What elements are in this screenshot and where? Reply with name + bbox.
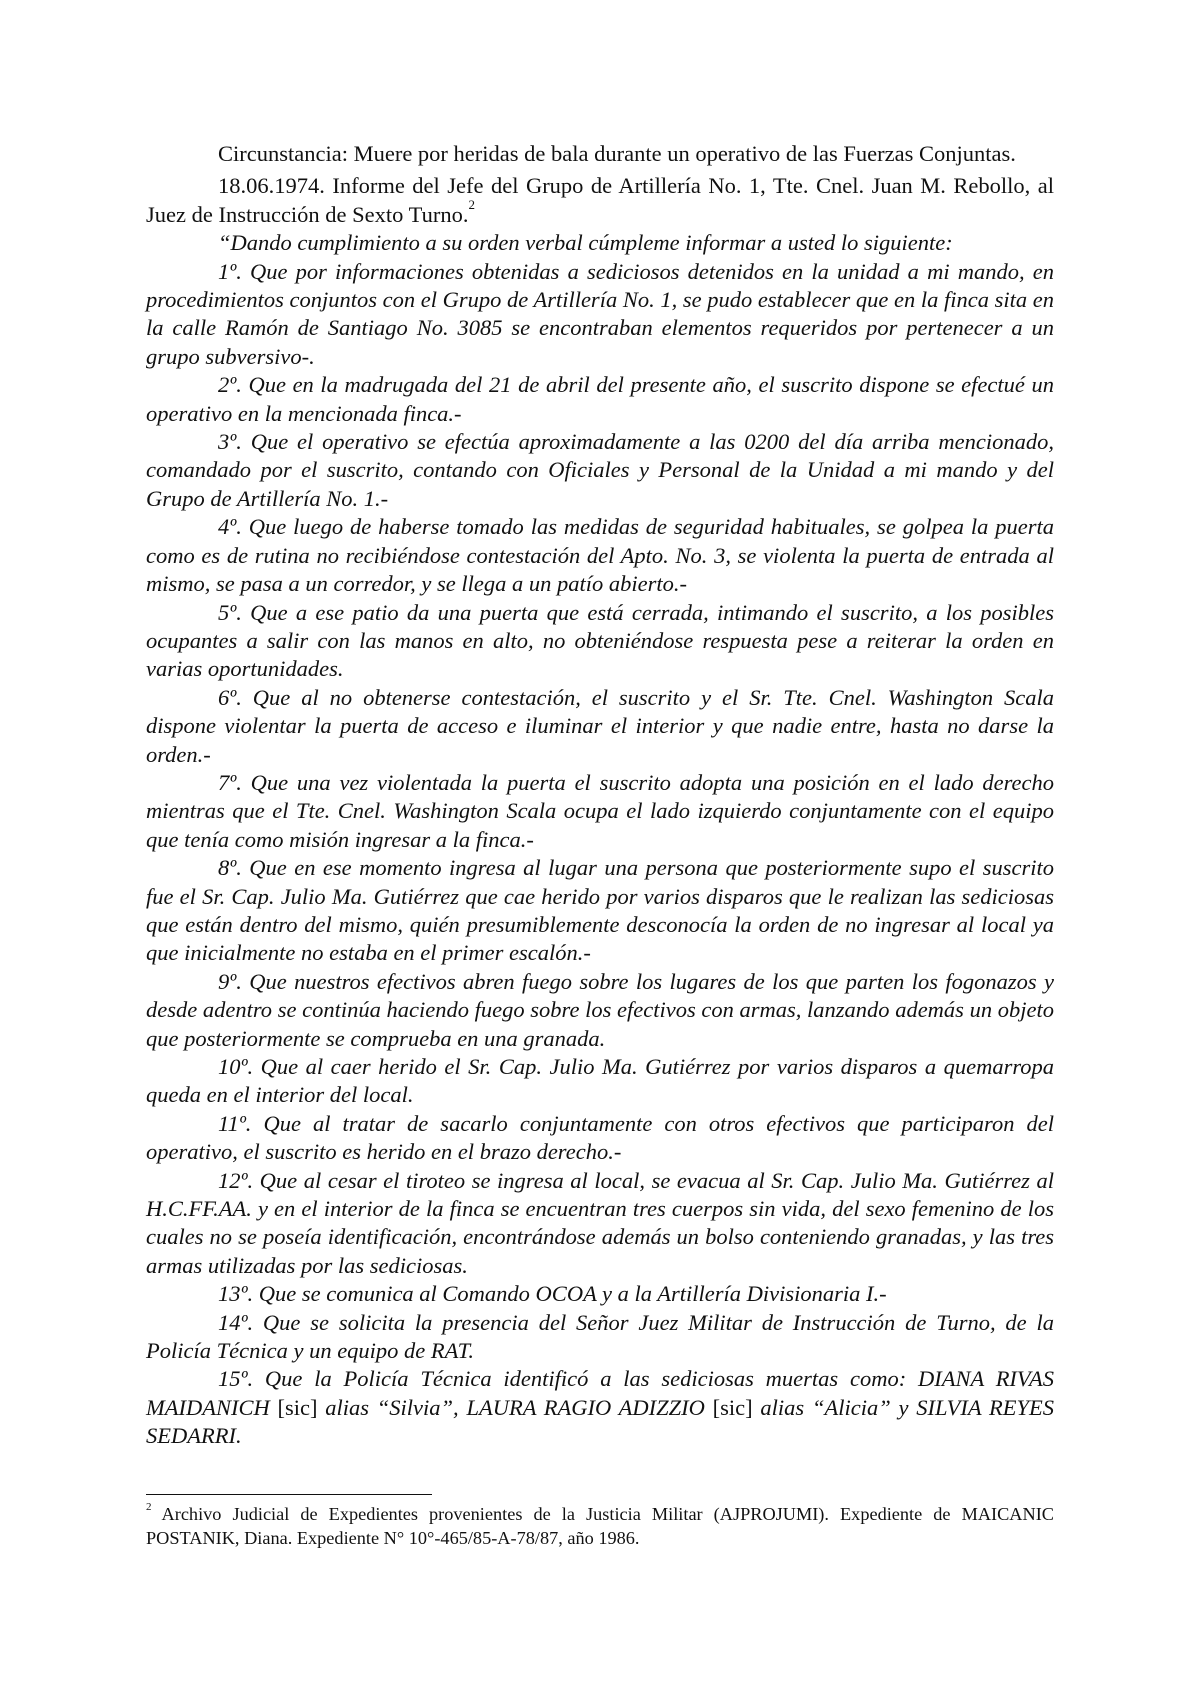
numbered-item-12: 12º. Que al cesar el tiroteo se ingresa al local, se evacua al Sr. Cap. Julio Ma. Gutiérrez al H.C.FF.AA. y en el interior de la finca se encuentran tres cuerpos sin vida, del sexo femenino de los cuales no se poseía identificación, encontrándose además un bolso conteniendo granadas, y las tres armas utilizadas por las sediciosas. [146,1167,1054,1278]
footnote-marker: 2 [146,1500,152,1513]
footnote-separator [146,1494,432,1495]
numbered-item-10: 10º. Que al caer herido el Sr. Cap. Julio Ma. Gutiérrez por varios disparos a quemarropa queda en el interior del local. [146,1054,1054,1108]
numbered-item-11: 11º. Que al tratar de sacarlo conjuntamente con otros efectivos que participaron del operativo, el suscrito es herido en el brazo derecho.- [146,1110,1054,1165]
item-15-part-b: alias “Silvia”, LAURA RAGIO ADIZZIO [317,1394,713,1420]
numbered-item-15 [146,1365,1054,1450]
footnote [146,1502,1054,1550]
paragraph-intro-quote: “Dando cumplimiento a su orden verbal cúmpleme informar a usted lo siguiente: [218,230,953,256]
numbered-item-9: 9º. Que nuestros efectivos abren fuego sobre los lugares de los que parten los fogonazos y desde adentro se continúa haciendo fuego sobre los efectivos con armas, lanzando además un objeto que posteriormente se comprueba en una granada. [146,968,1054,1051]
numbered-item-14: 14º. Que se solicita la presencia del Señor Juez Militar de Instrucción de Turno, de la Policía Técnica y un equipo de RAT. [146,1309,1054,1364]
paragraph-informe [146,172,1054,229]
item-15-part-a: 15º. Que la Policía Técnica identificó a las sediciosas muertas como: DIANA RIVAS MAIDANICH [146,1366,1054,1420]
numbered-item-2: 2º. Que en la madrugada del 21 de abril del presente año, el suscrito dispone se efectué un operativo en la mencionada finca.- [146,372,1054,426]
sic-marker: [sic] [712,1394,753,1420]
item-15-part-c: alias “Alicia” y SILVIA REYES SEDARRI. [146,1394,1054,1449]
numbered-item-8: 8º. Que en ese momento ingresa al lugar una persona que posteriormente supo el suscrito fue el Sr. Cap. Julio Ma. Gutiérrez que cae herido por varios disparos que le realizan las sediciosas que están dentro del mismo, quién presumiblemente desconocía la orden de no ingresar al local ya que inicialmente no estaba en el primer escalón.- [146,855,1054,966]
numbered-item-6: 6º. Que al no obtenerse contestación, el suscrito y el Sr. Tte. Cnel. Washington Scala dispone violentar la puerta de acceso e iluminar el interior y que nadie entre, hasta no darse la orden.- [146,684,1054,767]
footnote-text: Archivo Judicial de Expedientes provenientes de la Justicia Militar (AJPROJUMI). Expediente de MAICANIC POSTANIK, Diana. Expediente N° 10°-465/85-A-78/87, año 1986. [146,1504,1054,1548]
informe-text: 18.06.1974. Informe del Jefe del Grupo de Artillería No. 1, Tte. Cnel. Juan M. Rebollo, al Juez de Instrucción de Sexto Turno. [146,173,1054,227]
footnote-reference[interactable]: 2 [468,197,475,213]
numbered-item-5: 5º. Que a ese patio da una puerta que está cerrada, intimando el suscrito, a los posibles ocupantes a salir con las manos en alto, no obteniéndose respuesta pese a reiterar la orden en varias oportunidades. [146,599,1054,682]
numbered-item-13: 13º. Que se comunica al Comando OCOA y a la Artillería Divisionaria I.- [218,1281,887,1307]
numbered-item-3: 3º. Que el operativo se efectúa aproximadamente a las 0200 del día arriba mencionado, comandado por el suscrito, contando con Oficiales y Personal de la Unidad a mi mando y del Grupo de Artillería No. 1.- [146,429,1054,511]
sic-marker: [sic] [277,1394,318,1420]
numbered-item-1: 1º. Que por informaciones obtenidas a sediciosos detenidos en la unidad a mi mando, en procedimientos conjuntos con el Grupo de Artillería No. 1, se pudo establecer que en la finca sita en la calle Ramón de Santiago No. 3085 se encontraban elementos requeridos por pertenecer a un grupo subversivo-. [146,258,1054,369]
paragraph-circunstancia: Circunstancia: Muere por heridas de bala durante un operativo de las Fuerzas Conjuntas. [218,141,1016,166]
document-body [146,140,1054,1451]
numbered-item-7: 7º. Que una vez violentada la puerta el suscrito adopta una posición en el lado derecho mientras que el Tte. Cnel. Washington Scala ocupa el lado izquierdo conjuntamente con el equipo que tenía como misión ingresar a la finca.- [146,769,1054,852]
numbered-item-4: 4º. Que luego de haberse tomado las medidas de seguridad habituales, se golpea la puerta como es de rutina no recibiéndose contestación del Apto. No. 3, se violenta la puerta de entrada al mismo, se pasa a un corredor, y se llega a un patío abierto.- [146,514,1054,597]
